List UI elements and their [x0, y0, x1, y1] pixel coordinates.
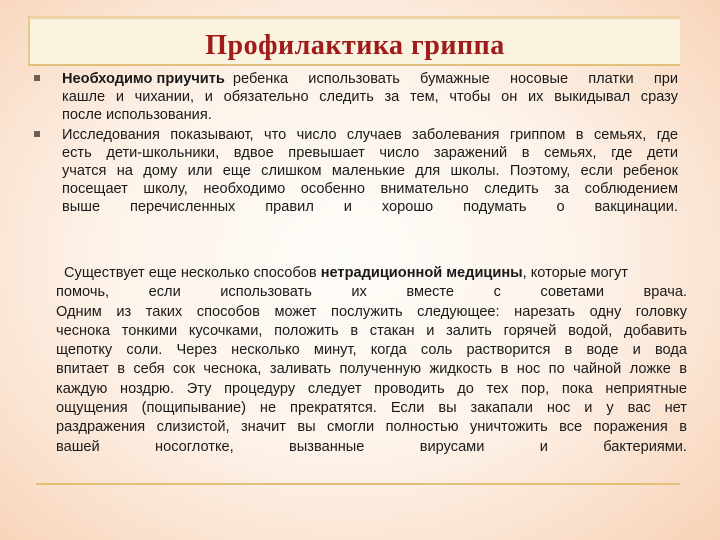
title-banner	[28, 16, 680, 66]
paragraph-line-5: щепотку соли. Через несколько минут, когда соль растворится в воде и вода	[56, 342, 687, 359]
bullet-1-emphasis: Необходимо приучить	[62, 71, 225, 87]
body-paragraph	[56, 264, 687, 457]
paragraph-line-8: ощущения (пощипывание) не прекратятся. Если вы закапали нос и у вас нет	[56, 400, 687, 417]
paragraph-line-7: каждую ноздрю. Эту процедуру следует проводить до тех пор, пока неприятные	[56, 380, 687, 397]
bullet-1-line-2: кашле и чихании, и обязательно следить за тем, чтобы он их выкидывал сразу	[62, 89, 678, 106]
bullet-2-line-1: Исследования показывают, что число случаев заболевания гриппом в семьях, где	[62, 126, 678, 143]
paragraph-line-1-start: Существует еще несколько способов	[64, 265, 321, 281]
paragraph-line-2: помочь, если использовать их вместе с советами врача.	[56, 284, 687, 301]
bullet-2-line-4: посещает школу, необходимо особенно внимательно следить за соблюдением	[62, 181, 678, 198]
paragraph-emphasis: нетрадиционной медицины	[320, 265, 523, 281]
bullet-item-1	[30, 70, 678, 125]
paragraph-line-10: вашей носоглотке, вызванные вирусами и бактериями.	[56, 438, 687, 455]
paragraph-line-6: впитает в себя сок чеснока, заливать полученную жидкость в нос по чайной ложке в	[56, 361, 687, 378]
bullet-2-line-3: учатся на дому или еще слишком маленькие для школы. Поэтому, если ребенок	[62, 163, 678, 180]
paragraph-line-1	[56, 264, 687, 283]
title-banner-top-stripe	[30, 16, 680, 19]
paragraph-line-4: чеснока тонкими кусочками, положить в стакан и залить горячей водой, добавить	[56, 322, 687, 339]
paragraph-line-9: раздражения слизистой, значит вы смогли полностью уничтожить все поражения в	[56, 419, 687, 436]
bullet-1-line-1	[62, 70, 678, 88]
paragraph-line-1-end: , которые могут	[522, 265, 628, 281]
bullet-item-2	[30, 126, 678, 217]
square-bullet-icon	[34, 131, 40, 137]
bullet-1-line-1-rest: ребенка использовать бумажные носовые платки при	[232, 71, 678, 87]
bullet-list	[30, 70, 678, 217]
bullet-1-line-3: после использования.	[62, 107, 212, 124]
paragraph-line-3: Одним из таких способов может послужить следующее: нарезать одну головку	[56, 303, 687, 320]
bullet-2-line-5: выше перечисленных правил и хорошо подумать о вакцинации.	[62, 199, 678, 216]
square-bullet-icon	[34, 75, 40, 81]
bullet-2-line-2: есть дети-школьники, вдвое превышает число заражений в семьях, где дети	[62, 144, 678, 161]
page-title: Профилактика гриппа	[205, 30, 505, 61]
bottom-divider	[36, 483, 680, 485]
